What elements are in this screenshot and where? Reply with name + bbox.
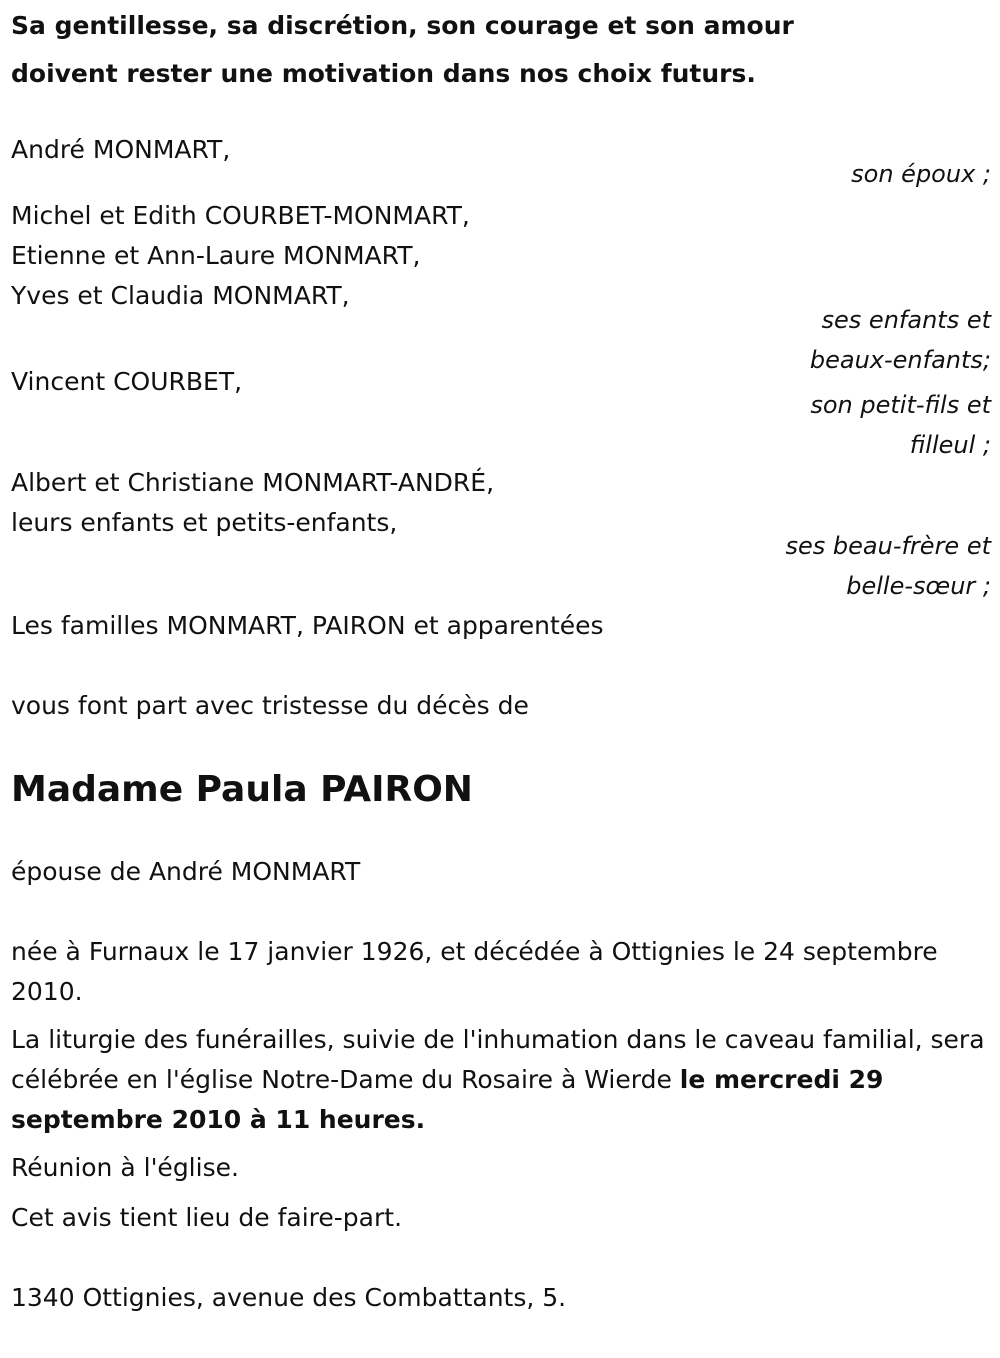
announcement-intro: vous font part avec tristesse du décès de <box>11 691 529 720</box>
grandson-name: Vincent COURBET, <box>11 367 243 396</box>
child-1: Michel et Edith COURBET-MONMART, <box>11 201 470 230</box>
motto <box>11 2 991 98</box>
families-line: Les familles MONMART, PAIRON et apparentées <box>11 611 604 640</box>
funeral-text: La liturgie des funérailles, suivie de l'inhumation dans le caveau familial, sera célébrée en l'église Notre-Dame du Rosaire à Wierde <box>11 1025 985 1094</box>
address-line: 1340 Ottignies, avenue des Combattants, 5. <box>11 1283 567 1312</box>
inlaws-role-2: belle-sœur ; <box>846 572 991 600</box>
motto-line-1: Sa gentillesse, sa discrétion, son courage et son amour <box>11 11 794 40</box>
funeral-date: le mercredi 29 septembre 2010 à 11 heures. <box>11 1065 884 1134</box>
obituary-notice <box>11 0 991 1318</box>
meeting-line: Réunion à l'église. <box>11 1153 239 1182</box>
notice-line: Cet avis tient lieu de faire-part. <box>11 1203 403 1232</box>
spouse-role: son époux ; <box>851 160 991 188</box>
inlaws-line-2: leurs enfants et petits-enfants, <box>11 508 398 537</box>
children-role-1: ses enfants et <box>821 306 991 334</box>
motto-line-2: doivent rester une motivation dans nos choix futurs. <box>11 59 756 88</box>
spouse-of: épouse de André MONMART <box>11 857 361 886</box>
deceased-name: Madame Paula PAIRON <box>11 769 473 810</box>
child-3: Yves et Claudia MONMART, <box>11 281 350 310</box>
inlaws-line-1: Albert et Christiane MONMART-ANDRÉ, <box>11 468 495 497</box>
inlaws-role-1: ses beau-frère et <box>785 532 991 560</box>
grandson-role-1: son petit-fils et <box>810 391 991 419</box>
birth-death: née à Furnaux le 17 janvier 1926, et décédée à Ottignies le 24 septembre 2010. <box>11 937 938 1006</box>
funeral-paragraph <box>11 1020 991 1140</box>
child-2: Etienne et Ann-Laure MONMART, <box>11 241 421 270</box>
grandson-role-2: filleul ; <box>909 431 991 459</box>
spouse-name: André MONMART, <box>11 135 231 164</box>
children-role-2: beaux-enfants; <box>809 346 991 374</box>
